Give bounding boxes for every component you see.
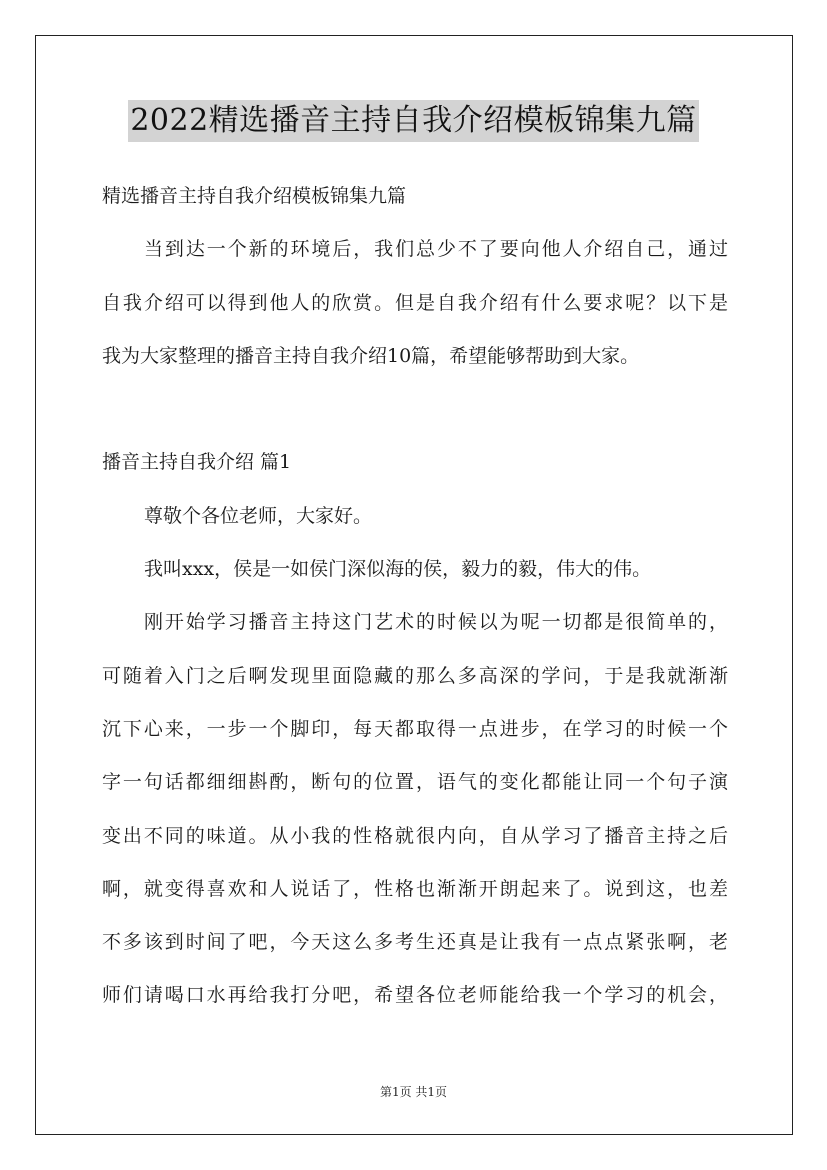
body-line: 啊，就变得喜欢和人说话了，性格也渐渐开朗起来了。说到这，也差	[102, 877, 728, 900]
body-line: 不多该到时间了吧，今天这么多考生还真是让我有一点点紧张啊，老	[102, 931, 728, 954]
section-heading: 播音主持自我介绍 篇1	[102, 451, 292, 474]
document-subtitle: 精选播音主持自我介绍模板锦集九篇	[102, 185, 407, 207]
page-footer: 第1页 共1页	[379, 1085, 448, 1099]
body-line: 刚开始学习播音主持这门艺术的时候以为呢一切都是很简单的，	[144, 611, 728, 634]
document-title: 2022精选播音主持自我介绍模板锦集九篇	[128, 100, 698, 142]
body-line: 师们请喝口水再给我打分吧，希望各位老师能给我一个学习的机会，	[102, 984, 728, 1007]
greeting-line: 尊敬个各位老师，大家好。	[144, 504, 373, 527]
paragraph-gap	[102, 383, 728, 436]
body-line: 变出不同的味道。从小我的性格就很内向，自从学习了播音主持之后	[102, 824, 728, 847]
intro-line: 自我介绍可以得到他人的欣赏。但是自我介绍有什么要求呢？以下是	[102, 291, 728, 314]
name-line: 我叫xxx，侯是一如侯门深似海的侯，毅力的毅，伟大的伟。	[144, 558, 652, 581]
body-line: 可随着入门之后啊发现里面隐藏的那么多高深的学问，于是我就渐渐	[102, 664, 728, 687]
intro-line: 我为大家整理的播音主持自我介绍10篇，希望能够帮助到大家。	[102, 344, 640, 367]
body-line: 字一句话都细细斟酌，断句的位置，语气的变化都能让同一个句子演	[102, 771, 728, 794]
title-container	[0, 100, 827, 142]
body-line: 沉下心来，一步一个脚印，每天都取得一点进步，在学习的时候一个	[102, 717, 728, 740]
document-body	[102, 170, 728, 1023]
intro-line: 当到达一个新的环境后，我们总少不了要向他人介绍自己，通过	[144, 238, 728, 261]
